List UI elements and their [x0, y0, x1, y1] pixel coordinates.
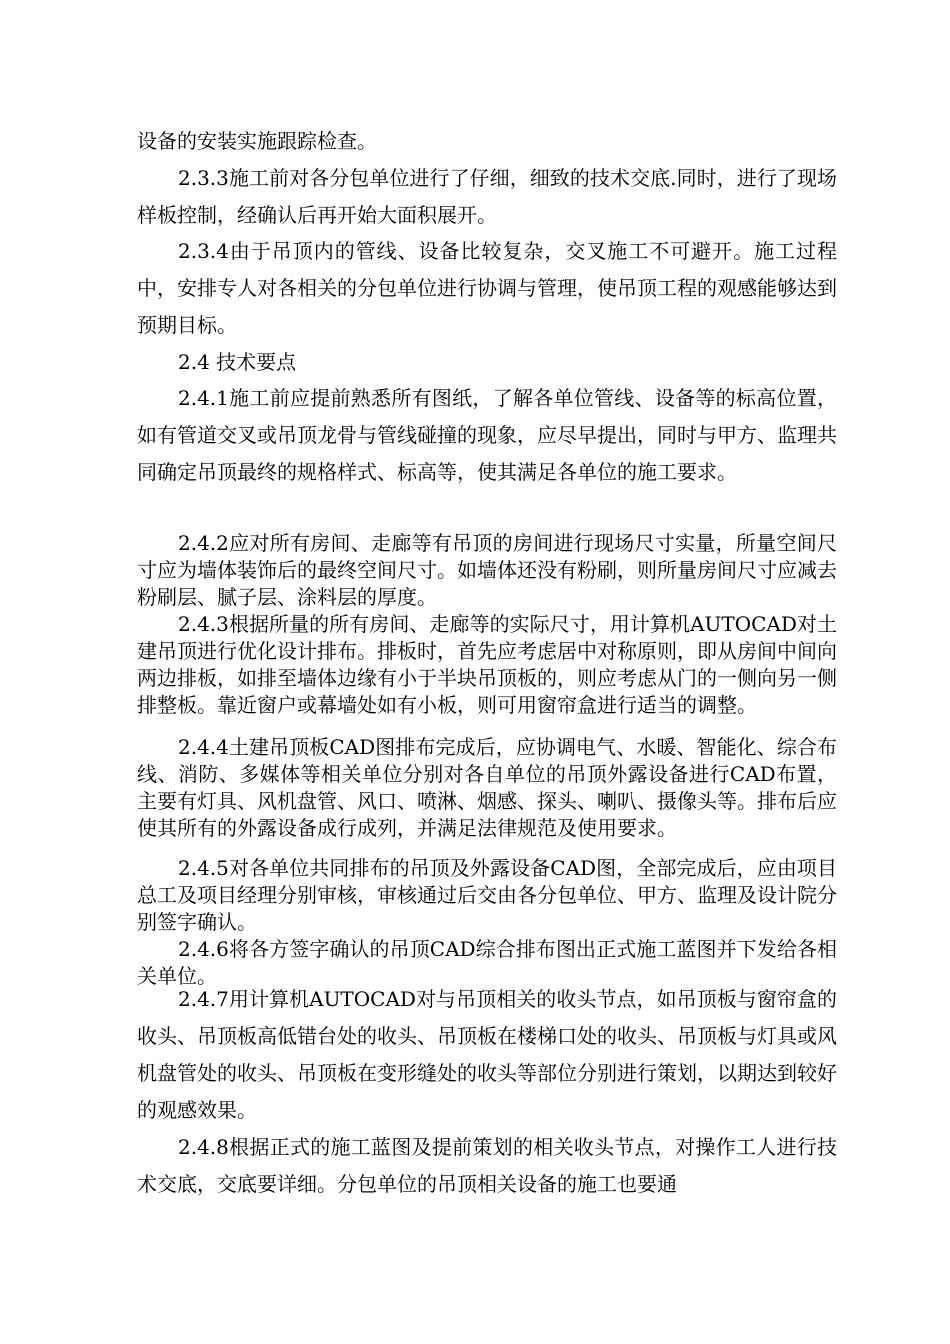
paragraph-2-4-8: 2.4.8根据正式的施工蓝图及提前策划的相关收头节点，对操作工人进行技术交底，交底要详细。分包单位的吊顶相关设备的施工也要通: [137, 1135, 837, 1196]
paragraph-2-4-1: 2.4.1施工前应提前熟悉所有图纸，了解各单位管线、设备等的标高位置，如有管道交叉或吊顶龙骨与管线碰撞的现象，应尽早提出，同时与甲方、监理共同确定吊顶最终的规格样式、标高等，使其满足各单位的施工要求。: [137, 386, 837, 484]
paragraph-continuation: 设备的安装实施跟踪检查。: [137, 129, 377, 153]
paragraph-2-4-6: 2.4.6将各方签字确认的吊顶CAD综合排布图出正式施工蓝图并下发给各相关单位。: [137, 937, 837, 988]
paragraph-2-4-4: 2.4.4土建吊顶板CAD图排布完成后，应协调电气、水暖、智能化、综合布线、消防、多媒体等相关单位分别对各自单位的吊顶外露设备进行CAD布置，主要有灯具、风机盘管、风口、喷淋、烟感、探头、喇叭、摄像头等。排布后应使其所有的外露设备成行成列，并满足法律规范及使用要求。: [137, 735, 837, 840]
paragraph-2-4-5: 2.4.5对各单位共同排布的吊顶及外露设备CAD图，全部完成后，应由项目总工及项目经理分别审核，审核通过后交由各分包单位、甲方、监理及设计院分别签字确认。: [137, 856, 837, 934]
paragraph-2-4-2: 2.4.2应对所有房间、走廊等有吊顶的房间进行现场尺寸实量，所量空间尺寸应为墙体装饰后的最终空间尺寸。如墙体还没有粉刷，则所量房间尺寸应减去粉刷层、腻子层、涂料层的厚度。: [137, 531, 837, 609]
section-heading-2-4: 2.4 技术要点: [178, 350, 297, 374]
paragraph-2-3-3: 2.3.3施工前对各分包单位进行了仔细，细致的技术交底.同时，进行了现场样板控制，经确认后再开始大面积展开。: [137, 166, 837, 227]
paragraph-2-4-3: 2.4.3根据所量的所有房间、走廊等的实际尺寸，用计算机AUTOCAD对土建吊顶进行优化设计排布。排板时，首先应考虑居中对称原则，即从房间中间向两边排板，如排至墙体边缘有小于半块吊顶板的，则应考虑从门的一侧向另一侧排整板。靠近窗户或幕墙处如有小板，则可用窗帘盒进行适当的调整。: [137, 612, 837, 717]
paragraph-2-4-7: 2.4.7用计算机AUTOCAD对与吊顶相关的收头节点，如吊顶板与窗帘盒的收头、吊顶板高低错台处的收头、吊顶板在楼梯口处的收头、吊顶板与灯具或风机盘管处的收头、吊顶板在变形缝处的收头等部位分别进行策划，以期达到较好的观感效果。: [137, 987, 837, 1122]
paragraph-2-3-4: 2.3.4由于吊顶内的管线、设备比较复杂，交叉施工不可避开。施工过程中，安排专人对各相关的分包单位进行协调与管理，使吊顶工程的观感能够达到预期目标。: [137, 239, 837, 337]
